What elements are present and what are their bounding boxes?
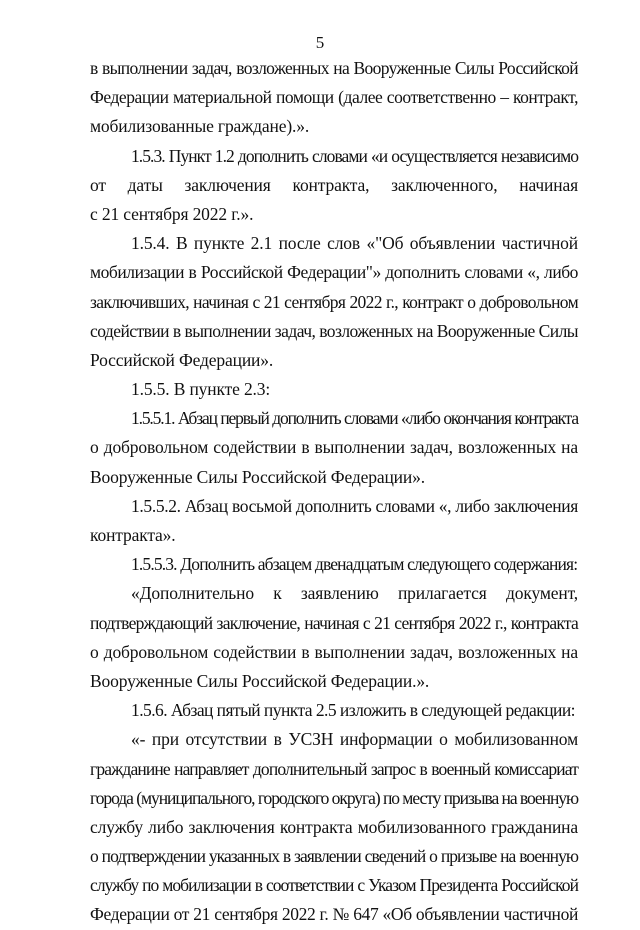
text-line: Российской Федерации». xyxy=(90,349,274,370)
text-line: мобилизованные граждане).». xyxy=(90,116,310,137)
text-line: Вооруженные Силы Российской Федерации.». xyxy=(90,670,430,691)
text-line: 1.5.5.1. Абзац первый дополнить словами «либо окончания контракта xyxy=(131,408,578,429)
text-line: о добровольном содействии в выполнении задач, возложенных на xyxy=(90,641,578,662)
document-body xyxy=(90,54,578,930)
text-line: «- при отсутствии в УСЗН информации о мобилизованном xyxy=(131,729,578,750)
text-line: о подтверждении указанных в заявлении сведений о призыве на военную xyxy=(90,846,578,867)
page-number: 5 xyxy=(315,33,325,52)
text-line: города (муниципального, городского округа) по месту призыва на военную xyxy=(90,787,578,808)
text-line: 1.5.3. Пункт 1.2 дополнить словами «и осуществляется независимо xyxy=(131,145,578,166)
text-line: Федерации материальной помощи (далее соответственно – контракт, xyxy=(90,87,578,108)
text-line: мобилизации в Российской Федерации"» дополнить словами «, либо xyxy=(90,262,578,283)
text-line: службу по мобилизации в соответствии с Указом Президента Российской xyxy=(90,875,578,896)
text-line: 1.5.5.3. Дополнить абзацем двенадцатым следующего содержания: xyxy=(131,554,578,575)
text-line: в выполнении задач, возложенных на Вооруженные Силы Российской xyxy=(90,58,578,78)
text-line: с 21 сентября 2022 г.». xyxy=(90,203,254,224)
text-line: Федерации от 21 сентября 2022 г. № 647 «Об объявлении частичной xyxy=(90,904,578,925)
text-line: 1.5.4. В пункте 2.1 после слов «"Об объявлении частичной xyxy=(131,233,578,254)
text-line: 1.5.5. В пункте 2.3: xyxy=(131,379,271,400)
text-line: 1.5.6. Абзац пятый пункта 2.5 изложить в следующей редакции: xyxy=(131,700,575,721)
text-line: гражданине направляет дополнительный запрос в военный комиссариат xyxy=(90,758,578,779)
text-line: контракта». xyxy=(90,525,176,545)
text-line: подтверждающий заключение, начиная с 21 сентября 2022 г., контракта xyxy=(90,612,578,633)
text-line: службу либо заключения контракта мобилизованного гражданина xyxy=(90,816,578,837)
text-line: «Дополнительно к заявлению прилагается документ, xyxy=(131,583,578,604)
text-line: от даты заключения контракта, заключенного, начиная xyxy=(90,174,578,195)
text-line: заключивших, начиная с 21 сентября 2022 г., контракт о добровольном xyxy=(90,291,578,312)
text-line: о добровольном содействии в выполнении задач, возложенных на xyxy=(90,437,578,458)
text-line: содействии в выполнении задач, возложенных на Вооруженные Силы xyxy=(90,320,578,341)
text-line: Вооруженные Силы Российской Федерации». xyxy=(90,466,425,487)
text-line: 1.5.5.2. Абзац восьмой дополнить словами «, либо заключения xyxy=(131,495,578,516)
